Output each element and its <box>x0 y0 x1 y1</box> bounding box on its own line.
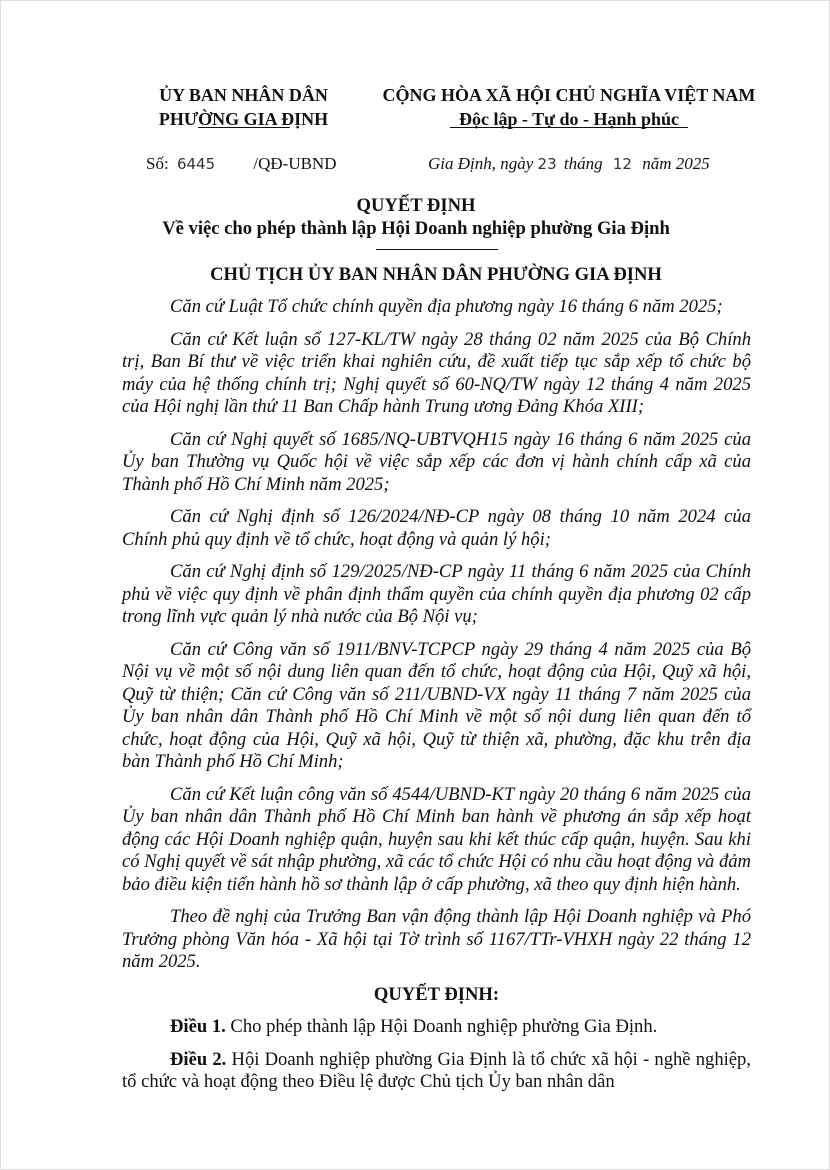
number-prefix: Số: <box>146 154 169 173</box>
article-1-label: Điều 1. <box>170 1016 226 1037</box>
national-title-block <box>373 83 765 131</box>
document-title: QUYẾT ĐỊNH <box>356 195 476 216</box>
title-underline <box>376 249 498 250</box>
article-1 <box>122 1016 751 1039</box>
number-suffix: /QĐ-UBND <box>253 154 337 173</box>
legal-basis-3: Căn cứ Nghị quyết số 1685/NQ-UBTVQH15 ngày 16 tháng 6 năm 2025 của Ủy ban Thường vụ Quốc hội về việc sắp xếp các đơn vị hành chính cấp xã của Thành phố Hồ Chí Minh năm 2025; <box>122 428 751 495</box>
date-prefix: Gia Định, ngày <box>428 154 534 173</box>
issuer-block <box>131 83 356 131</box>
legal-basis-6: Căn cứ Công văn số 1911/BNV-TCPCP ngày 29 tháng 4 năm 2025 của Bộ Nội vụ về một số nội dung liên quan đến tổ chức, hoạt động của Hội, Quỹ xã hội, Quỹ từ thiện; Căn cứ Công văn số 211/UBND-VX ngày 11 tháng 7 năm 2025 của Ủy ban nhân dân Thành phố Hồ Chí Minh về một số nội dung liên quan đến tổ chức, hoạt động của Hội, Quỹ xã hội, Quỹ từ thiện xã, phường, đặc khu trên địa bàn Thành phố Hồ Chí Minh; <box>122 638 751 772</box>
document-date <box>428 153 710 175</box>
date-day: 23 <box>537 155 557 173</box>
motto-underline <box>450 127 688 128</box>
issuer-line-2: PHƯỜNG GIA ĐỊNH <box>158 109 329 129</box>
proposal-basis: Theo đề nghị của Trưởng Ban vận động thành lập Hội Doanh nghiệp và Phó Trưởng phòng Văn hóa - Xã hội tại Tờ trình số 1167/TTr-VHXH ngày 22 tháng 12 năm 2025. <box>122 906 751 972</box>
document-body <box>122 296 751 1104</box>
authority-heading: CHỦ TỊCH ỦY BAN NHÂN DÂN PHƯỜNG GIA ĐỊNH <box>210 264 662 285</box>
article-2-label: Điều 2. <box>170 1048 227 1070</box>
document-number <box>146 153 336 175</box>
decision-heading: QUYẾT ĐỊNH: <box>373 983 500 1005</box>
article-1-text: Cho phép thành lập Hội Doanh nghiệp phường Gia Định. <box>225 1016 658 1037</box>
national-motto: Độc lập - Tự do - Hạnh phúc <box>458 109 680 129</box>
date-month-word: tháng <box>563 154 603 173</box>
date-month: 12 <box>612 155 632 173</box>
national-title: CỘNG HÒA XÃ HỘI CHỦ NGHĨA VIỆT NAM <box>382 85 756 105</box>
legal-basis-5: Căn cứ Nghị định số 129/2025/NĐ-CP ngày 11 tháng 6 năm 2025 của Chính phủ về việc quy định về phân định thẩm quyền của chính quyền địa phương 02 cấp trong lĩnh vực quản lý nhà nước của Bộ Nội vụ; <box>122 561 751 627</box>
legal-basis-4: Căn cứ Nghị định số 126/2024/NĐ-CP ngày 08 tháng 10 năm 2024 của Chính phủ quy định về tổ chức, hoạt động và quản lý hội; <box>122 506 751 550</box>
issuer-underline <box>198 127 290 128</box>
article-2-text: Hội Doanh nghiệp phường Gia Định là tổ chức xã hội - nghề nghiệp, tổ chức và hoạt động theo Điều lệ được Chủ tịch Ủy ban nhân dân <box>122 1048 751 1092</box>
legal-basis-7: Căn cứ Kết luận công văn số 4544/UBND-KT ngày 20 tháng 6 năm 2025 của Ủy ban nhân dân Thành phố Hồ Chí Minh ban hành về phương án sắp xếp hoạt động các Hội Doanh nghiệp quận, huyện sau khi kết thúc cấp quận, huyện. Sau khi có Nghị quyết về sát nhập phường, xã các tổ chức Hội có nhu cầu hoạt động và đảm bảo điều kiện tiến hành hồ sơ thành lập ở cấp phường, xã theo quy định hiện hành. <box>122 783 751 895</box>
issuer-line-1: ỦY BAN NHÂN DÂN <box>159 85 328 105</box>
legal-basis-1: Căn cứ Luật Tổ chức chính quyền địa phương ngày 16 tháng 6 năm 2025; <box>170 296 723 317</box>
article-2 <box>122 1049 751 1094</box>
document-subject: Về việc cho phép thành lập Hội Doanh nghiệp phường Gia Định <box>162 218 670 239</box>
date-year: năm 2025 <box>642 154 710 173</box>
legal-basis-2: Căn cứ Kết luận số 127-KL/TW ngày 28 tháng 02 năm 2025 của Bộ Chính trị, Ban Bí thư về việc triển khai nghiên cứu, đề xuất tiếp tục sắp xếp tổ chức bộ máy của hệ thống chính trị; Nghị quyết số 60-NQ/TW ngày 12 tháng 4 năm 2025 của Hội nghị lần thứ 11 Ban Chấp hành Trung ương Đảng Khóa XIII; <box>122 328 751 417</box>
number-value: 6445 <box>176 155 216 173</box>
